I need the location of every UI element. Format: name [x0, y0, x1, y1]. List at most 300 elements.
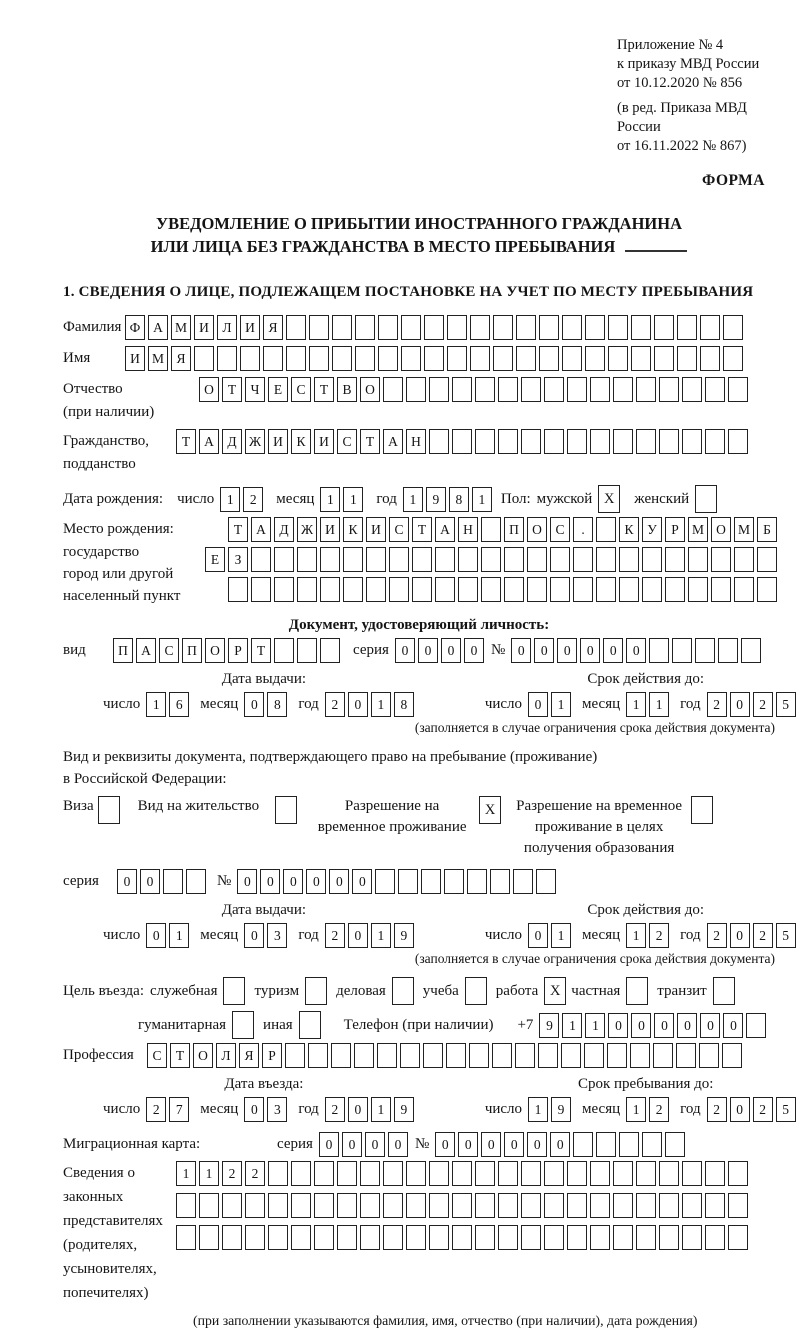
form-cell — [544, 1193, 564, 1218]
form-cell — [320, 577, 340, 602]
form-title — [63, 212, 775, 258]
form-cell — [470, 346, 490, 371]
form-cell — [536, 869, 556, 894]
form-cell — [481, 547, 501, 572]
form-cell: 0 — [626, 638, 646, 663]
form-cell: Ж — [245, 429, 265, 454]
form-cell — [544, 1225, 564, 1250]
form-cell — [245, 1193, 265, 1218]
entry-purpose-row2 — [63, 1011, 775, 1039]
entry-purpose-label: Цель въезда: — [63, 982, 144, 999]
form-cell — [590, 1193, 610, 1218]
sex-male-checkbox: X — [598, 485, 620, 513]
patronymic-cells — [199, 377, 751, 402]
representatives-row1 — [176, 1161, 751, 1186]
form-cell — [222, 1193, 242, 1218]
form-cell — [186, 869, 206, 894]
form-cell: Я — [171, 346, 191, 371]
form-cell — [343, 547, 363, 572]
form-cell — [337, 1161, 357, 1186]
other-checkbox — [299, 1011, 321, 1039]
form-cell — [429, 377, 449, 402]
form-cell: 1 — [403, 487, 423, 512]
form-cell: 0 — [117, 869, 137, 894]
form-cell — [613, 1193, 633, 1218]
form-cell — [682, 429, 702, 454]
form-cell: 1 — [626, 923, 646, 948]
form-cell — [757, 577, 777, 602]
form-cell — [567, 1193, 587, 1218]
residence-doc-intro: Вид и реквизиты документа, подтверждающего право на пребывание (проживание) в Российской Федерации: — [63, 749, 598, 787]
form-cell — [194, 346, 214, 371]
form-cell: Е — [268, 377, 288, 402]
form-cell — [619, 1132, 639, 1157]
form-cell — [274, 547, 294, 572]
expiry-date-group: число 0 1 месяц 1 1 год 2 0 2 5 — [485, 692, 807, 717]
entry-date-heading: Дата въезда: — [224, 1076, 304, 1092]
form-cell — [401, 346, 421, 371]
form-cell — [355, 346, 375, 371]
form-cell: О — [205, 638, 225, 663]
title-blank-underline — [625, 236, 687, 252]
expiry-year-cells — [707, 692, 799, 717]
form-cell — [728, 1225, 748, 1250]
form-cell — [199, 1225, 219, 1250]
form-cell — [377, 1043, 397, 1068]
form-cell: 2 — [325, 1097, 345, 1122]
form-cell — [268, 1225, 288, 1250]
form-cell — [400, 1043, 420, 1068]
form-cell — [447, 315, 467, 340]
entry-purpose-row1 — [63, 977, 775, 1005]
profession-label: Профессия — [63, 1047, 134, 1063]
form-cell — [682, 1161, 702, 1186]
form-cell — [383, 1225, 403, 1250]
expiry-month-cells — [626, 692, 672, 717]
form-cell: 0 — [730, 923, 750, 948]
form-cell: И — [240, 315, 260, 340]
study-checkbox — [465, 977, 487, 1005]
rvp-issue-date-heading: Дата выдачи: — [221, 902, 307, 918]
form-cell — [590, 429, 610, 454]
form-cell: 1 — [551, 923, 571, 948]
rvp-expiry-date-heading: Срок действия до: — [587, 902, 705, 918]
purpose-tourism: туризм — [254, 977, 336, 1005]
form-cell: Н — [458, 517, 478, 542]
option-residence-permit: Вид на жительство — [138, 796, 313, 824]
form-cell — [320, 638, 340, 663]
form-cell — [619, 577, 639, 602]
form-cell — [331, 1043, 351, 1068]
expiry-day-cells — [528, 692, 574, 717]
purpose-transit: транзит — [657, 977, 734, 1005]
form-cell: У — [642, 517, 662, 542]
form-cell — [490, 869, 510, 894]
stay-until-col — [485, 1076, 807, 1122]
transit-checkbox — [713, 977, 735, 1005]
form-cell: 0 — [723, 1013, 743, 1038]
form-cell — [677, 315, 697, 340]
form-cell — [435, 547, 455, 572]
form-cell: 1 — [220, 487, 240, 512]
visa-checkbox — [98, 796, 120, 824]
form-cell — [360, 1193, 380, 1218]
entry-date-col — [103, 1076, 425, 1122]
form-cell — [728, 377, 748, 402]
form-cell: 2 — [325, 923, 345, 948]
form-cell: С — [147, 1043, 167, 1068]
form-cell: Ч — [245, 377, 265, 402]
form-cell — [705, 1193, 725, 1218]
form-cell: П — [504, 517, 524, 542]
form-cell — [613, 1161, 633, 1186]
form-cell — [613, 377, 633, 402]
doc-series-cells — [395, 638, 487, 663]
sex-female-label: женский — [634, 490, 690, 507]
form-cell — [527, 577, 547, 602]
form-cell — [619, 547, 639, 572]
temp-residence-education-checkbox — [691, 796, 713, 824]
form-cell — [314, 1193, 334, 1218]
form-cell — [728, 1193, 748, 1218]
year-label: год — [376, 490, 397, 507]
form-cell — [467, 869, 487, 894]
form-cell: 2 — [707, 1097, 727, 1122]
form-cell: М — [171, 315, 191, 340]
form-cell: С — [550, 517, 570, 542]
form-cell: 2 — [325, 692, 345, 717]
form-cell — [584, 1043, 604, 1068]
form-cell — [544, 1161, 564, 1186]
form-cell — [567, 377, 587, 402]
form-cell: 2 — [649, 1097, 669, 1122]
form-cell — [677, 346, 697, 371]
form-cell: А — [251, 517, 271, 542]
rvp-series-cells — [117, 869, 209, 894]
form-cell — [470, 315, 490, 340]
residence-permit-checkbox — [275, 796, 297, 824]
form-cell: С — [291, 377, 311, 402]
option-temp-residence-education: Разрешение на временное проживание в целях получения образования — [515, 796, 713, 859]
form-cell — [504, 547, 524, 572]
form-cell — [308, 1043, 328, 1068]
form-cell — [590, 377, 610, 402]
form-cell — [607, 1043, 627, 1068]
form-cell: И — [268, 429, 288, 454]
form-cell — [332, 315, 352, 340]
form-cell: 1 — [472, 487, 492, 512]
form-cell — [222, 1225, 242, 1250]
form-cell — [596, 517, 616, 542]
official-checkbox — [223, 977, 245, 1005]
tourism-checkbox — [305, 977, 327, 1005]
representatives-row2 — [176, 1193, 751, 1218]
birth-place-row3 — [228, 577, 780, 602]
representatives-label: Сведения о законных представителях (родителях, усыновителях, попечителях) — [63, 1165, 163, 1301]
form-cell — [475, 1193, 495, 1218]
form-cell — [446, 1043, 466, 1068]
sex-male-label: мужской — [536, 490, 593, 507]
residence-doc-series-row — [63, 869, 775, 894]
annex-line: к приказу МВД России — [617, 56, 760, 72]
birth-day-cells — [220, 487, 266, 512]
form-cell: 0 — [527, 1132, 547, 1157]
form-cell — [636, 1225, 656, 1250]
form-cell — [705, 377, 725, 402]
form-cell — [550, 547, 570, 572]
field-surname — [63, 315, 775, 340]
form-cell: 8 — [394, 692, 414, 717]
form-cell: 0 — [348, 1097, 368, 1122]
form-cell: 0 — [550, 1132, 570, 1157]
rvp-issue-month-cells — [244, 923, 290, 948]
form-cell — [521, 1225, 541, 1250]
form-cell: Б — [757, 517, 777, 542]
form-cell — [163, 869, 183, 894]
field-birth-place — [63, 517, 775, 607]
form-cell: М — [734, 517, 754, 542]
form-cell — [573, 1132, 593, 1157]
form-cell — [516, 315, 536, 340]
form-cell: 0 — [365, 1132, 385, 1157]
form-cell: 1 — [146, 692, 166, 717]
form-cell: 2 — [753, 1097, 773, 1122]
entry-date-group: число 2 7 месяц 0 3 год 2 0 1 9 — [103, 1097, 425, 1122]
form-cell — [498, 429, 518, 454]
form-cell — [665, 1132, 685, 1157]
form-cell: 0 — [677, 1013, 697, 1038]
form-cell — [481, 577, 501, 602]
form-cell: 1 — [371, 923, 391, 948]
form-cell — [659, 1193, 679, 1218]
issue-month-cells — [244, 692, 290, 717]
issue-date-heading: Дата выдачи: — [221, 671, 307, 687]
form-cell — [636, 1193, 656, 1218]
form-cell — [498, 1193, 518, 1218]
form-cell: И — [194, 315, 214, 340]
phone-label: Телефон (при наличии) — [343, 1016, 494, 1033]
patronymic-label: Отчество (при наличии) — [63, 381, 155, 420]
form-cell — [354, 1043, 374, 1068]
representatives-block — [63, 1161, 775, 1305]
form-cell: И — [125, 346, 145, 371]
form-cell: А — [148, 315, 168, 340]
rvp-expiry-year-cells — [707, 923, 799, 948]
form-cell — [447, 346, 467, 371]
form-cell: 2 — [649, 923, 669, 948]
form-cell — [217, 346, 237, 371]
form-cell — [705, 1225, 725, 1250]
annex-reference — [617, 36, 775, 93]
form-cell: О — [360, 377, 380, 402]
form-cell: С — [159, 638, 179, 663]
form-cell: Е — [205, 547, 225, 572]
form-cell — [636, 1161, 656, 1186]
forma-label: ФОРМА — [701, 172, 765, 189]
form-cell — [429, 1193, 449, 1218]
migration-number-cells — [435, 1132, 688, 1157]
form-cell: 2 — [753, 692, 773, 717]
form-cell — [695, 638, 715, 663]
form-cell: М — [148, 346, 168, 371]
form-title-line2: ИЛИ ЛИЦА БЕЗ ГРАЖДАНСТВА В МЕСТО ПРЕБЫВАНИЯ — [63, 235, 775, 258]
form-cell — [469, 1043, 489, 1068]
form-cell — [429, 1161, 449, 1186]
form-cell — [711, 577, 731, 602]
form-cell: 0 — [700, 1013, 720, 1038]
form-cell: Т — [251, 638, 271, 663]
residence-doc-note: (заполняется в случае ограничения срока действия документа) — [414, 951, 775, 966]
form-cell — [700, 346, 720, 371]
form-cell: О — [527, 517, 547, 542]
form-cell: С — [389, 517, 409, 542]
form-cell — [268, 1193, 288, 1218]
form-cell: Т — [222, 377, 242, 402]
issue-date-group: число 1 6 месяц 0 8 год 2 0 1 8 — [103, 692, 425, 717]
form-cell — [337, 1225, 357, 1250]
form-cell — [332, 346, 352, 371]
stay-month-cells — [626, 1097, 672, 1122]
form-cell — [705, 1161, 725, 1186]
form-cell — [401, 315, 421, 340]
form-cell: А — [383, 429, 403, 454]
form-cell — [297, 577, 317, 602]
form-cell: 2 — [146, 1097, 166, 1122]
form-cell — [274, 638, 294, 663]
name-cells — [125, 346, 746, 371]
form-cell — [682, 377, 702, 402]
purpose-private: частная — [571, 977, 657, 1005]
form-cell: 0 — [730, 692, 750, 717]
form-cell: 0 — [329, 869, 349, 894]
form-cell — [481, 517, 501, 542]
field-citizenship — [63, 429, 775, 475]
form-cell — [378, 315, 398, 340]
form-cell: 0 — [608, 1013, 628, 1038]
form-cell — [424, 346, 444, 371]
form-cell — [452, 1161, 472, 1186]
form-cell — [251, 547, 271, 572]
form-cell — [688, 577, 708, 602]
form-cell — [521, 1193, 541, 1218]
form-cell — [452, 1225, 472, 1250]
form-cell: 0 — [441, 638, 461, 663]
purpose-study: учеба — [423, 977, 496, 1005]
form-cell: Я — [239, 1043, 259, 1068]
form-cell: 1 — [176, 1161, 196, 1186]
doc-series-label: серия — [353, 642, 389, 658]
form-cell: 0 — [504, 1132, 524, 1157]
rvp-issue-year-cells — [325, 923, 417, 948]
form-cell: 8 — [267, 692, 287, 717]
form-cell — [527, 547, 547, 572]
sex-female-checkbox — [695, 485, 717, 513]
form-cell — [567, 1161, 587, 1186]
form-cell — [406, 377, 426, 402]
rvp-number-label: № — [217, 873, 232, 889]
form-cell: А — [435, 517, 455, 542]
form-cell: 1 — [169, 923, 189, 948]
form-cell — [649, 638, 669, 663]
representatives-note: (при заполнении указываются фамилия, имя, отчество (при наличии), дата рождения) — [193, 1313, 698, 1328]
form-cell — [746, 1013, 766, 1038]
form-cell — [521, 429, 541, 454]
annex-line: Приложение № 4 — [617, 37, 724, 53]
stay-until-heading: Срок пребывания до: — [577, 1076, 714, 1092]
form-cell — [452, 429, 472, 454]
form-title-line1: УВЕДОМЛЕНИЕ О ПРИБЫТИИ ИНОСТРАННОГО ГРАЖДАНИНА — [155, 214, 683, 233]
issue-date-col — [103, 671, 425, 717]
form-cell: 2 — [222, 1161, 242, 1186]
temp-residence-checkbox: X — [479, 796, 501, 824]
form-cell: 0 — [730, 1097, 750, 1122]
form-cell — [631, 346, 651, 371]
entry-day-cells — [146, 1097, 192, 1122]
form-cell — [355, 315, 375, 340]
form-cell — [383, 377, 403, 402]
form-cell — [458, 547, 478, 572]
form-cell — [383, 1161, 403, 1186]
form-cell — [585, 315, 605, 340]
form-cell: Т — [176, 429, 196, 454]
form-cell — [492, 1043, 512, 1068]
form-cell: 0 — [528, 923, 548, 948]
phone-prefix: +7 — [517, 1016, 534, 1033]
form-cell: 0 — [244, 1097, 264, 1122]
migration-card-row — [63, 1132, 775, 1157]
form-cell — [653, 1043, 673, 1068]
residence-doc-dates — [63, 902, 789, 948]
form-cell — [421, 869, 441, 894]
form-cell — [240, 346, 260, 371]
form-cell: 0 — [458, 1132, 478, 1157]
form-cell — [286, 315, 306, 340]
business-checkbox — [392, 977, 414, 1005]
identity-doc-heading: Документ, удостоверяющий личность: — [288, 617, 550, 633]
form-cell — [493, 346, 513, 371]
form-cell — [642, 1132, 662, 1157]
form-cell: 1 — [551, 692, 571, 717]
form-cell — [608, 346, 628, 371]
identity-doc-type-row — [63, 638, 775, 663]
birth-month-cells — [320, 487, 366, 512]
form-cell: 1 — [371, 692, 391, 717]
form-cell — [291, 1161, 311, 1186]
form-cell — [613, 1225, 633, 1250]
form-cell: 0 — [237, 869, 257, 894]
form-cell: 9 — [394, 923, 414, 948]
form-cell — [665, 577, 685, 602]
form-cell — [590, 1225, 610, 1250]
form-cell — [757, 547, 777, 572]
form-cell: 0 — [435, 1132, 455, 1157]
form-cell: 9 — [394, 1097, 414, 1122]
form-cell: К — [619, 517, 639, 542]
form-cell: 0 — [146, 923, 166, 948]
form-cell — [741, 638, 761, 663]
rvp-series-label: серия — [63, 873, 99, 889]
form-cell — [613, 429, 633, 454]
form-cell — [245, 1225, 265, 1250]
form-cell — [538, 1043, 558, 1068]
migration-card-label: Миграционная карта: — [63, 1136, 201, 1152]
entry-date-block — [63, 1076, 789, 1122]
form-cell: 6 — [169, 692, 189, 717]
stay-until-group: число 1 9 месяц 1 2 год 2 0 2 5 — [485, 1097, 807, 1122]
form-cell — [705, 429, 725, 454]
annex-line: от 16.11.2022 № 867) — [617, 138, 747, 154]
form-cell — [291, 1225, 311, 1250]
